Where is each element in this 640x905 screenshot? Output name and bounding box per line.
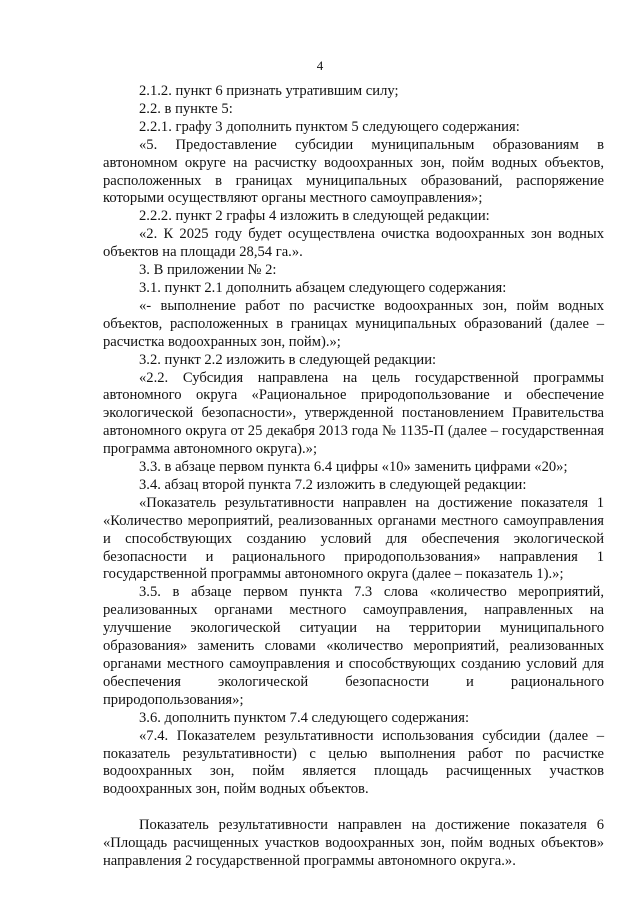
paragraph: 3.6. дополнить пунктом 7.4 следующего содержания: bbox=[139, 709, 470, 726]
paragraph: 2.2.1. графу 3 дополнить пунктом 5 следующего содержания: bbox=[139, 118, 520, 135]
paragraph: «7.4. Показателем результативности использования субсидии (далее – показатель результативности) с целью выполнения работ по расчистке водоохранных зон, пойм является площадь расчищенных участков водоохранных зон, пойм водных объектов. bbox=[103, 727, 604, 798]
paragraph: «- выполнение работ по расчистке водоохранных зон, пойм водных объектов, расположенных в границах муниципальных образований (далее – расчистка водоохранных зон, пойм).»; bbox=[103, 297, 604, 350]
paragraph: «2. К 2025 году будет осуществлена очистка водоохранных зон водных объектов на площади 28,54 га.». bbox=[103, 226, 604, 261]
page-number: 4 bbox=[316, 58, 324, 73]
paragraph: 3.5. в абзаце первом пункта 7.3 слова «количество мероприятий, реализованных органами местного самоуправления, направленных на улучшение экологической ситуации на территории муниципального образования» заменить словами «количество мероприятий, реализованных органами местного самоуправления и способствующих созданию условий для обеспечения экологической безопасности и рационального природопользования»; bbox=[103, 584, 604, 708]
paragraph: 3. В приложении № 2: bbox=[139, 262, 277, 279]
paragraph: 3.1. пункт 2.1 дополнить абзацем следующего содержания: bbox=[139, 279, 507, 296]
paragraph: Показатель результативности направлен на достижение показателя 6 «Площадь расчищенных участков водоохранных зон, пойм водных объектов» направления 2 государственной программы автономного округа.». bbox=[103, 817, 604, 869]
paragraph: 3.2. пункт 2.2 изложить в следующей редакции: bbox=[139, 351, 437, 368]
paragraph: 3.3. в абзаце первом пункта 6.4 цифры «10» заменить цифрами «20»; bbox=[139, 459, 568, 476]
paragraph: 2.1.2. пункт 6 признать утратившим силу; bbox=[139, 83, 399, 99]
paragraph: «5. Предоставление субсидии муниципальным образованиям в автономном округе на расчистку водоохранных зон, пойм водных объектов, расположенных в границах муниципальных образований, распоряжение которыми осуществляют органы местного самоуправления»; bbox=[103, 136, 604, 207]
paragraph: 3.4. абзац второй пункта 7.2 изложить в следующей редакции: bbox=[139, 476, 527, 493]
paragraph: 2.2.2. пункт 2 графы 4 изложить в следующей редакции: bbox=[139, 208, 490, 225]
document-body bbox=[103, 83, 604, 871]
paragraph: «Показатель результативности направлен на достижение показателя 1 «Количество мероприятий, реализованных органами местного самоуправления и способствующих созданию условий для обеспечения экологической безопасности и рационального природопользования» направления 1 государственной программы автономного округа (далее – показатель 1).»; bbox=[103, 494, 604, 583]
paragraph: 2.2. в пункте 5: bbox=[139, 100, 233, 117]
paragraph: «2.2. Субсидия направлена на цель государственной программы автономного округа «Рациональное природопользование и обеспечение экологической безопасности», утвержденной постановлением Правительства автономного округа от 25 декабря 2013 года № 1135-П (далее – государственная программа автономного округа).»; bbox=[103, 369, 604, 458]
